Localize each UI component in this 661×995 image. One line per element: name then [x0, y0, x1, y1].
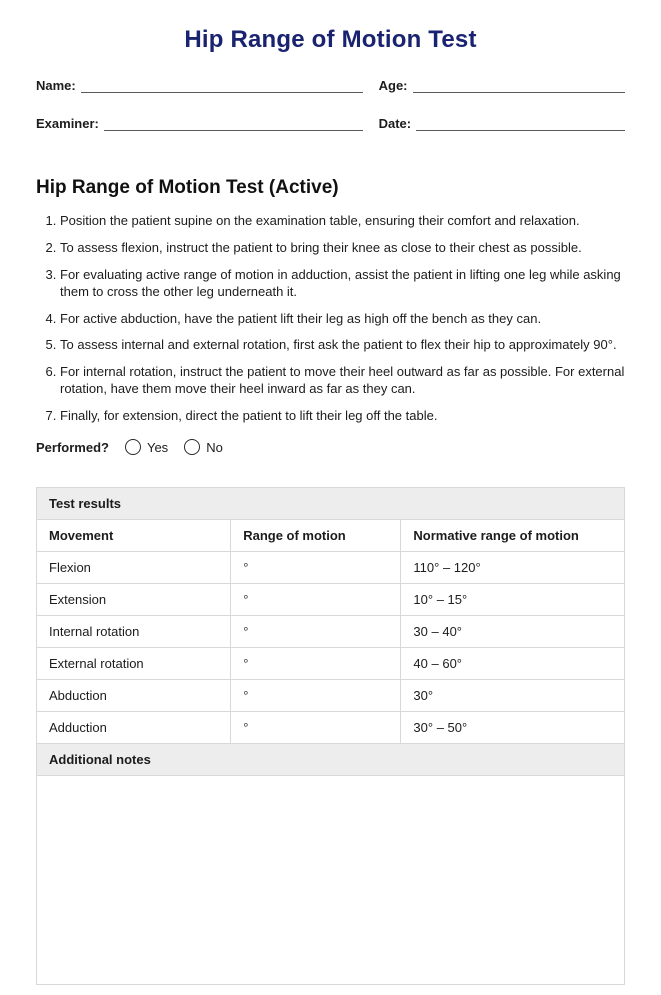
movement-cell: Internal rotation: [37, 616, 231, 648]
normative-cell: 110° – 120°: [401, 552, 624, 584]
instruction-step: 1. Position the patient supine on the examination table, ensuring their comfort and relaxation.: [60, 213, 625, 230]
instruction-step: 3. For evaluating active range of motion in adduction, assist the patient in lifting one leg while asking them to cross the other leg underneath it.: [60, 267, 625, 301]
examiner-date-row: [36, 116, 625, 131]
range-input-cell[interactable]: °: [231, 584, 401, 616]
range-input-cell[interactable]: °: [231, 552, 401, 584]
performed-no-option[interactable]: [184, 439, 223, 455]
additional-notes-box[interactable]: [37, 776, 624, 984]
range-input-cell[interactable]: °: [231, 648, 401, 680]
document-title: Hip Range of Motion Test: [184, 26, 477, 53]
table-row: [37, 648, 624, 680]
table-header-row: [37, 520, 624, 552]
instruction-step: 6. For internal rotation, instruct the patient to move their heel outward as far as possible. For external rotation, have them move their heel inward as far as they can.: [60, 364, 625, 398]
performed-label: Performed?: [36, 439, 109, 455]
results-table-title: Test results: [37, 488, 624, 520]
instruction-step: 7. Finally, for extension, direct the patient to lift their leg off the table.: [60, 408, 625, 425]
movement-cell: Abduction: [37, 680, 231, 712]
age-field: [379, 78, 625, 93]
examiner-label: Examiner:: [36, 116, 99, 131]
column-header-movement: Movement: [37, 520, 231, 552]
movement-cell: Extension: [37, 584, 231, 616]
no-option-label: No: [206, 439, 223, 455]
radio-circle-icon[interactable]: [125, 439, 141, 455]
examiner-field: [36, 116, 363, 131]
instruction-step: 5. To assess internal and external rotation, first ask the patient to flex their hip to approximately 90°.: [60, 337, 625, 354]
performed-yes-option[interactable]: [125, 439, 168, 455]
instruction-step: 4. For active abduction, have the patient lift their leg as high off the bench as they can.: [60, 311, 625, 328]
date-label: Date:: [378, 116, 412, 131]
age-label: Age:: [378, 78, 408, 93]
results-table: [37, 520, 624, 744]
normative-cell: 30° – 50°: [401, 712, 624, 744]
table-row: [37, 616, 624, 648]
normative-cell: 30°: [401, 680, 624, 712]
name-label: Name:: [36, 78, 76, 93]
examiner-input-line[interactable]: [104, 116, 363, 131]
range-input-cell[interactable]: °: [231, 712, 401, 744]
movement-cell: Flexion: [37, 552, 231, 584]
normative-cell: 30 – 40°: [401, 616, 624, 648]
name-age-row: [36, 78, 625, 93]
date-input-line[interactable]: [416, 116, 625, 131]
performed-row: [36, 439, 625, 455]
table-row: [37, 680, 624, 712]
column-header-range: Range of motion: [231, 520, 401, 552]
age-input-line[interactable]: [413, 78, 626, 93]
range-input-cell[interactable]: °: [231, 680, 401, 712]
table-row: [37, 712, 624, 744]
movement-cell: External rotation: [37, 648, 231, 680]
additional-notes-label: Additional notes: [37, 744, 624, 776]
movement-cell: Adduction: [37, 712, 231, 744]
table-row: [37, 552, 624, 584]
range-input-cell[interactable]: °: [231, 616, 401, 648]
name-field: [36, 78, 363, 93]
instructions-list: [36, 213, 625, 425]
section-heading: Hip Range of Motion Test (Active): [36, 177, 339, 198]
table-row: [37, 584, 624, 616]
date-field: [379, 116, 625, 131]
yes-option-label: Yes: [146, 439, 169, 455]
normative-cell: 40 – 60°: [401, 648, 624, 680]
radio-circle-icon[interactable]: [184, 439, 200, 455]
name-input-line[interactable]: [81, 78, 363, 93]
test-results-section: [36, 487, 625, 985]
instruction-step: 2. To assess flexion, instruct the patient to bring their knee as close to their chest as possible.: [60, 240, 625, 257]
column-header-normative: Normative range of motion: [401, 520, 624, 552]
normative-cell: 10° – 15°: [401, 584, 624, 616]
